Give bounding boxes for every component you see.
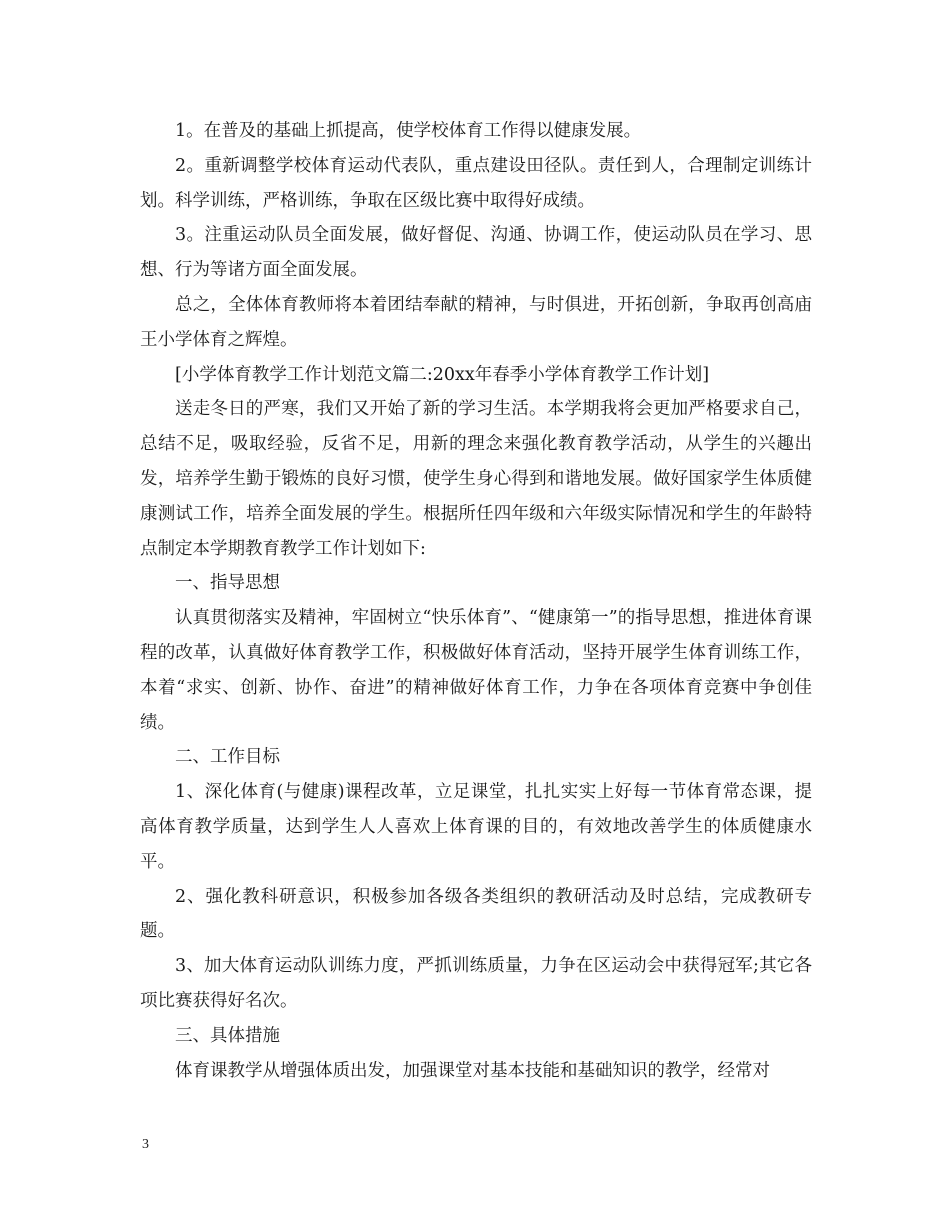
paragraph: 3、加大体育运动队训练力度，严抓训练质量，力争在区运动会中获得冠军;其它各项比赛获得好名次。 <box>140 956 812 1011</box>
section-heading: 三、具体措施 <box>175 1025 280 1046</box>
page-number: 3 <box>142 1137 149 1152</box>
paragraph: 2、强化教科研意识，积极参加各级各类组织的教研活动及时总结，完成教研专题。 <box>140 886 812 942</box>
section-heading: 二、工作目标 <box>175 747 280 768</box>
paragraph: 2。重新调整学校体育运动代表队，重点建设田径队。责任到人，合理制定训练计划。科学训练，严格训练，争取在区级比赛中取得好成绩。 <box>140 155 812 211</box>
paragraph: 体育课教学从增强体质出发，加强课堂对基本技能和基础知识的教学，经常对 <box>175 1060 770 1081</box>
paragraph: 1。在普及的基础上抓提高，使学校体育工作得以健康发展。 <box>175 121 642 141</box>
paragraph: 1、深化体育(与健康)课程改革，立足课堂，扎扎实实上好每一节体育常态课，提高体育教学质量，达到学生人人喜欢上体育课的目的，有效地改善学生的体质健康水平。 <box>140 782 812 872</box>
section-heading: 一、指导思想 <box>175 573 280 594</box>
section-title-bracketed: [小学体育教学工作计划范文篇二:20xx年春季小学体育教学工作计划] <box>175 364 710 385</box>
paragraph: 总之，全体体育教师将本着团结奉献的精神，与时俱进，开拓创新，争取再创高庙王小学体育之辉煌。 <box>140 294 812 350</box>
paragraph: 认真贯彻落实及精神，牢固树立“快乐体育”、“健康第一”的指导思想，推进体育课程的改革，认真做好体育教学工作，积极做好体育活动，坚持开展学生体育训练工作，本着“求实、创新、协作、奋进”的精神做好体育工作，力争在各项体育竞赛中争创佳绩。 <box>140 608 812 733</box>
paragraph: 3。注重运动队员全面发展，做好督促、沟通、协调工作，使运动队员在学习、思想、行为等诸方面全面发展。 <box>140 225 812 281</box>
paragraph: 送走冬日的严寒，我们又开始了新的学习生活。本学期我将会更加严格要求自己，总结不足，吸取经验，反省不足，用新的理念来强化教育教学活动，从学生的兴趣出发，培养学生勤于锻炼的良好习惯，使学生身心得到和谐地发展。做好国家学生体质健康测试工作，培养全面发展的学生。根据所任四年级和六年级实际情况和学生的年龄特点制定本学期教育教学工作计划如下: <box>140 399 812 559</box>
document-body <box>140 114 812 1088</box>
